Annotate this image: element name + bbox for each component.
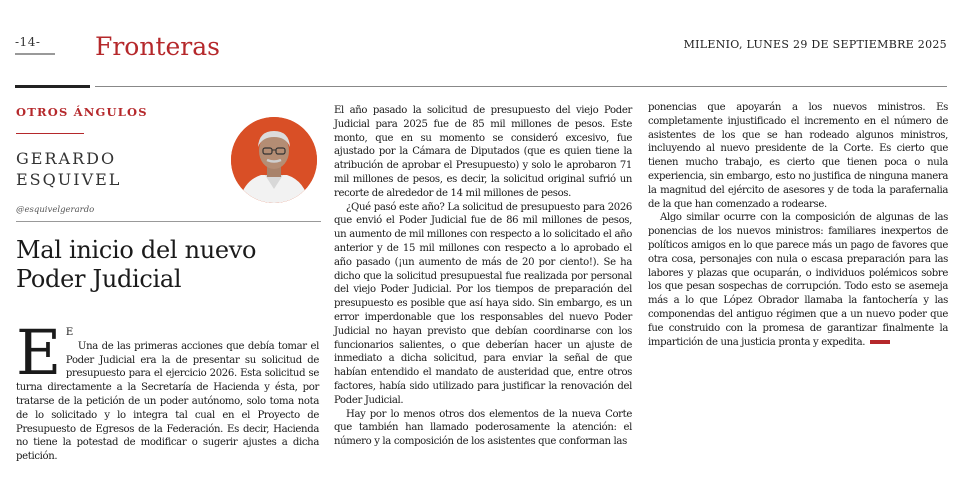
headline-line-1: Mal inicio del nuevo: [16, 236, 257, 264]
article-paragraph-2: Una de las primeras acciones que debía tomar el Poder Judicial era la de presentar su solicitud de presupuesto para el ejercicio 2026. Esta solicitud se turna directamente a la Secretaría de Hacienda y ésta, por tratarse de la petición de un poder autónomo, solo toma nota de lo solicitado y lo integra tal cual en el Proyecto de Presupuesto de Egresos de la Federación. Es decir, Hacienda no tiene la potestad de modificar o sugerir ajustes a dicha petición.: [16, 340, 319, 463]
author-name: [16, 148, 186, 190]
author-portrait-icon: [231, 117, 317, 203]
article-paragraph-1: E E: [16, 316, 73, 389]
article-body: [16, 316, 319, 464]
headline-rule: [16, 221, 321, 222]
column-kicker: OTROS ÁNGULOS: [16, 105, 148, 119]
headline: [16, 236, 316, 294]
header-rule-thick: [15, 85, 90, 88]
page-number-rule: [15, 53, 55, 55]
article-paragraph-4: ¿Qué pasó este año? La solicitud de presupuesto para 2026 que envió el Poder Judicial fue de 86 mil millones de pesos, un aumento de mil millones con respecto a lo solicitado el año anterior y de 15 mil millones con respecto a lo aprobado el año pasado (¡un aumento de más de 20 por ciento!). Se ha dicho que la solicitud presupuestal fue realizada por personal del viejo Poder Judicial. Por los tiempos de preparación del presupuesto es posible que así haya sido. Sin embargo, es un error imperdonable que los responsables del nuevo Poder Judicial no hayan previsto que debían coordinarse con los funcionarios salientes, o que deberían hacer un ajuste de inmediato a dicha solicitud, para enviar la señal de que habían entendido el mandato de austeridad que, entre otros factores, había sido utilizado para justificar la renovación del Poder Judicial.: [334, 201, 632, 406]
article-body-column-3: [648, 101, 948, 349]
article-paragraph-5-cont: ponencias que apoyarán a los nuevos ministros. Es completamente injustificado el incremento en el número de asistentes de los que se han rodeado algunos ministros, incluyendo al nuevo presidente de la Corte. Es cierto que tienen mucho trabajo, es cierto que tienen poca o nula experiencia, sin embargo, esto no justifica de ninguna manera la magnitud del ejército de asesores y de toda la parafernalia de la que han comenzado a rodearse.: [648, 102, 948, 210]
page-number: -14-: [15, 35, 41, 49]
author-rule: [16, 133, 84, 134]
end-mark-icon: [870, 340, 890, 344]
article-body-column-2: [334, 104, 632, 449]
article-paragraph-3-cont: El año pasado la solicitud de presupuesto del viejo Poder Judicial para 2025 fue de 85 mil millones de pesos. Este monto, que en su momento se consideró excesivo, fue ajustado por la Cámara de Diputados (que es quien tiene la atribución de aprobar el Presupuesto) y solo le aprobaron 71 mil millones de pesos, es decir, la solicitud original sufrió un recorte de alrededor de 14 mil millones de pesos.: [334, 105, 632, 199]
author-twitter: @esquivelgerardo: [16, 205, 95, 215]
dropcap: E: [16, 316, 61, 389]
article-paragraph-6: Algo similar ocurre con la composición de algunas de las ponencias de los nuevos ministros: familiares inexpertos de políticos amigos en lo que parece más un pago de favores que otra cosa, personajes con nula o escasa preparación para las labores y plazas que ocuparán, o individuos polémicos sobre los que pesan sospechas de corrupción. Todo esto se asemeja más a lo que López Obrador llamaba la fantochería y las componendas del antiguo régimen que a un nuevo poder que fue construido con la promesa de garantizar finalmente la impartición de una justicia pronta y expedita.: [648, 212, 948, 348]
section-title: Fronteras: [95, 32, 220, 61]
author-last-name: ESQUIVEL: [16, 170, 122, 189]
header-rule-thin: [95, 86, 947, 87]
headline-line-2: Poder Judicial: [16, 265, 182, 293]
article-paragraph-5: Hay por lo menos otros dos elementos de la nueva Corte que también han llamado poderosamente la atención: el número y la composición de los asistentes que conforman las: [334, 408, 632, 448]
publication-date: MILENIO, LUNES 29 DE SEPTIEMBRE 2025: [683, 38, 947, 51]
author-first-name: GERARDO: [16, 149, 117, 168]
